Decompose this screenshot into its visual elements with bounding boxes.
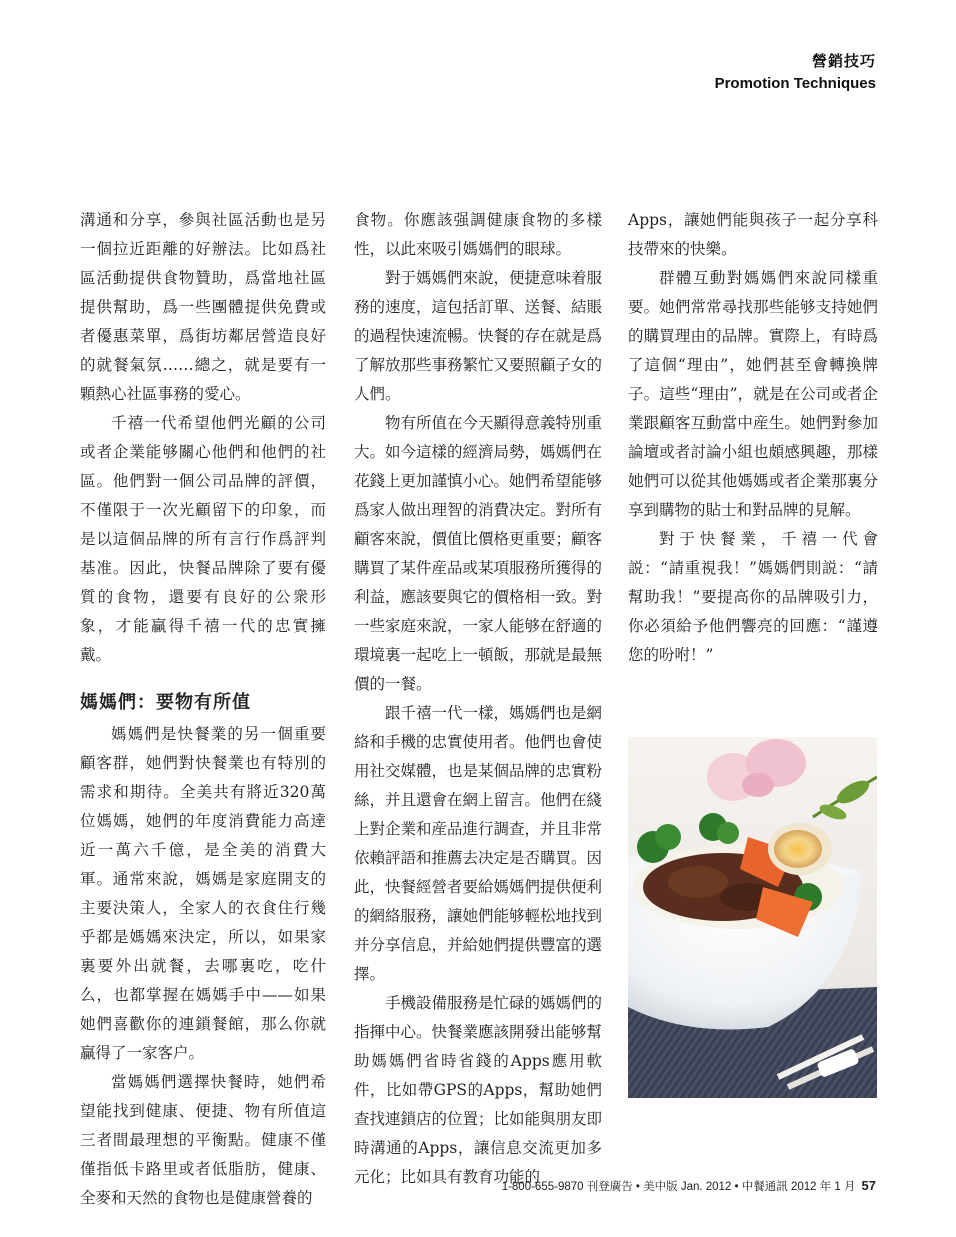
section-header	[715, 50, 876, 92]
text-column-2	[354, 206, 602, 1192]
footer-info: 1-800-655-9870 刊登廣告 • 美中版 Jan. 2012 • 中餐通訊 2012 年 1 月	[501, 1181, 856, 1193]
page-footer	[502, 1178, 876, 1194]
section-title-en: Promotion Techniques	[714, 75, 876, 92]
paragraph: 對于快餐業，千禧一代會説：“請重視我！”媽媽們則説：“請幫助我！”要提高你的品牌吸引力，你必須給予他們響亮的回應：“謹遵您的吩咐！”	[628, 530, 878, 664]
paragraph: 群體互動對媽媽們來說同樣重要。她們常常尋找那些能够支持她們的購買理由的品牌。實際上，有時爲了這個“理由”，她們甚至會轉換牌子。這些“理由”，就是在公司或者企業跟顧客互動當中産生。她們對參加論壇或者討論小組也頗感興趣，那樣她們可以從其他媽媽或者企業那裏分享到購物的貼士和對品牌的見解。	[628, 269, 878, 519]
text-column-1	[80, 206, 326, 1213]
paragraph: 媽媽們是快餐業的另一個重要顧客群，她們對快餐業也有特別的需求和期待。全美共有將近320萬位媽媽，她們的年度消費能力高達近一萬六千億，是全美的消費大軍。通常來說，媽媽是家庭開支的主要決策人，全家人的衣食住行幾乎都是媽媽來決定，所以，如果家裏要外出就餐，去哪裏吃，吃什么，也都掌握在媽媽手中——如果她們喜歡你的連鎖餐館，那么你就贏得了一家客户。	[80, 725, 326, 1062]
paragraph: 千禧一代希望他們光顧的公司或者企業能够關心他們和他們的社區。他們對一個公司品牌的評價，不僅限于一次光顧留下的印象，而是以這個品牌的所有言行作爲評判基准。因此，快餐品牌除了要有優質的食物，還要有良好的公衆形象，才能贏得千禧一代的忠實擁戴。	[80, 414, 326, 664]
paragraph: 對于媽媽們來說，便捷意味着服務的速度，這包括訂單、送餐、結賬的過程快速流暢。快餐的存在就是爲了解放那些事務繁忙又要照顧子女的人們。	[354, 269, 603, 403]
paragraph: 溝通和分享，參與社區活動也是另一個拉近距離的好辦法。比如爲社區活動提供食物贊助，爲當地社區提供幫助，爲一些團體提供免費或者優惠菜單，爲街坊鄰居營造良好的就餐氣氛……總之，就是要有一顆熱心社區事務的愛心。	[80, 211, 326, 403]
paragraph: 手機設備服務是忙碌的媽媽們的指揮中心。快餐業應該開發出能够幫助媽媽們省時省錢的Apps應用軟件，比如帶GPS的Apps，幫助她們查找連鎖店的位置；比如能與朋友即時溝通的Apps，讓信息交流更加多元化；比如具有教育功能的	[354, 994, 603, 1186]
food-bowl-photo	[628, 737, 877, 1098]
paragraph: 物有所值在今天顯得意義特別重大。如今這樣的經濟局勢，媽媽們在花錢上更加謹慎小心。她們希望能够爲家人做出理智的消費决定。對所有顧客來說，價值比價格更重要；顧客購買了某件産品或某項服務所獲得的利益，應該要與它的價格相一致。對一些家庭來說，一家人能够在舒適的環境裏一起吃上一頓飯，那就是最無價的一餐。	[354, 414, 603, 693]
page-number: 57	[861, 1178, 876, 1193]
section-title-zh: 營銷技巧	[811, 52, 876, 70]
paragraph: 食物。你應該强調健康食物的多樣性，以此來吸引媽媽們的眼球。	[354, 211, 602, 258]
paragraph: 跟千禧一代一樣，媽媽們也是網絡和手機的忠實使用者。他們也會使用社交媒體，也是某個品牌的忠實粉絲，并且還會在網上留言。他們在綫上對企業和産品進行調查，并且非常依賴評語和推薦去决定是否購買。因此，快餐經營者要給媽媽們提供便利的網絡服務，讓她們能够輕松地找到并分享信息，并給她們提供豐富的選擇。	[354, 704, 603, 983]
text-column-3	[628, 206, 878, 670]
paragraph: Apps，讓她們能與孩子一起分享科技帶來的快樂。	[628, 211, 878, 258]
section-heading: 媽媽們：要物有所值	[80, 692, 251, 713]
paragraph: 當媽媽們選擇快餐時，她們希望能找到健康、便捷、物有所值這三者間最理想的平衡點。健康不僅僅指低卡路里或者低脂肪，健康、全麥和天然的食物也是健康營養的	[80, 1073, 326, 1207]
